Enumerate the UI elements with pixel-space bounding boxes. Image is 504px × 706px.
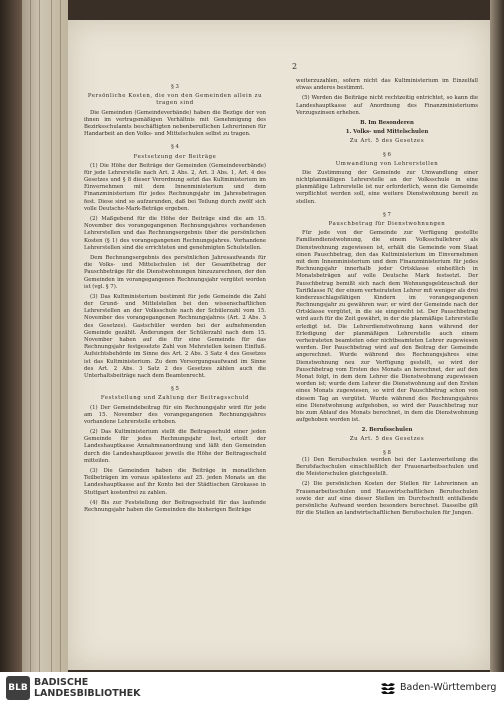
library-name[interactable]	[34, 677, 141, 699]
section-number: § 4	[171, 144, 179, 151]
library-name-line1: BADISCHE	[34, 677, 89, 688]
paragraph: weiterzuzahlen, sofern nicht das Kultministerium im Einzelfall etwas anderes bestimmt.	[296, 78, 478, 92]
state-name[interactable]: Baden-Württemberg	[400, 682, 497, 693]
part-heading: B. Im Besonderen	[360, 119, 414, 126]
section-number: § 7	[383, 211, 391, 218]
paragraph: Für jede von der Gemeinde zur Verfügung gestellte Familiendienstwohnung, die einem Volksschullehrer als Dienstwohnung zugewiesen ist, erhält die Gemeinde vom Staat einen Pauschbetrag, den das Kultministerium im Einvernehmen mit dem Innenministerium und dem Finanzministerium für jedes Rechnungsjahr innerhalb jeder Ortsklasse einheitlich in Monatsbeträgen auf volle Deutsche Mark festsetzt. Der Pauschbetrag bemißt sich nach dem Wohnungsgeldzuschuß der Tarifklasse IV, der einem verheirateten Lehrer mit weniger als drei kinderzuschlagsfähigen Kindern im vorangegangenen Rechnungsjahr zu gewähren war; er wird der Gemeinde nach der Ortsklasse vergütet, in die sie eingereiht ist. Der Pauschbetrag wird auch für die Zeit gewährt, in der die planmäßige Lehrerstelle erledigt ist. Die Lehrerdienstwohnung kann während der Erledigung der planmäßigen Lehrerstelle auch einem verheirateten beamteten oder nichtbeamteten Lehrer zugewiesen werden. Der Pauschbetrag wird auf den Beitrag der Gemeinde angerechnet. Wurde während des Rechnungsjahres eine Dienstwohnung neu zur Verfügung gestellt, so wird der Pauschbetrag vom Ersten des Monats an berechnet, der auf den Monat folgt, in dem dem Lehrer die Dienstwohnung zugewiesen worden ist; wurde dem Lehrer die Dienstwohnung auf den Ersten eines Monats zugewiesen, so wird der Pauschbetrag schon von diesem Tag an vergütet. Wurde während des Rechnungsjahres eine Dienstwohnung aufgehoben, so wird der Pauschbetrag nur bis zum Ablauf des Monats berechnet, in dem die Dienstwohnung aufgehoben worden ist.	[296, 230, 478, 424]
paragraph: (2) Die persönlichen Kosten der Stellen für Lehrerinnen an Frauenarbeitsschulen und Hauswirtschaftlichen Berufsschulen sowie der auf eine dieser Stellen im Durchschnitt entfallende persönliche Aufwand werden besonders berechnet. Dasselbe gilt für die Stellen an landwirtschaftlichen Berufsschulen für Jungen.	[296, 481, 478, 517]
document-page	[68, 20, 490, 670]
baden-wuerttemberg-lions-icon[interactable]	[380, 681, 396, 695]
section-heading: Pauschbetrag für Dienstwohnungen	[328, 221, 446, 227]
page-number: 2	[292, 62, 298, 71]
section-heading: Persönliche Kosten, die von den Gemeinden allein zu tragen sind	[87, 93, 263, 107]
paragraph: Die Zustimmung der Gemeinde zur Umwandlung einer nichtplanmäßigen Lehrerstelle an der Volksschule in eine planmäßige Lehrerstelle ist nur erforderlich, wenn die Gemeinde verpflichtet werden soll, eine weitere Dienstwohnung bereit zu stellen.	[296, 169, 478, 205]
library-footer	[0, 672, 504, 706]
blb-logo[interactable]: BLB	[6, 676, 30, 700]
page-stack-edge	[22, 0, 68, 672]
paragraph: (5) Werden die Beiträge nicht rechtzeitig entrichtet, so kann die Landeshauptkasse auf Anordnung des Finanzministeriums Verzugszinsen erheben.	[296, 95, 478, 116]
paragraph: (1) Den Berufsschulen werden bei der Lastenverteilung die Berufsfachschulen einschließlich der Frauenarbeitsschulen und die Meisterschulen gleichgestellt.	[296, 456, 478, 478]
section-number: § 6	[383, 151, 391, 158]
paragraph: (3) Die Gemeinden haben die Beiträge in monatlichen Teilbeträgen im voraus spätestens auf 25. jeden Monats an die Landeshauptkasse auf ihr Konto bei der Städtischen Girokasse in Stuttgart kostenfrei zu zahlen.	[84, 468, 266, 496]
paragraph: (3) Das Kultministerium bestimmt für jede Gemeinde die Zahl der Grund- und Mittelstellen bei den wissenschaftlichen Lehrerstellen an der Volksschule nach der Schülerzahl vom 15. November des vorangegangenen Rechnungsjahres (Art. 2 Abs. 3 des Gesetzes). Gastschüler werden bei der aufnehmenden Gemeinde gezählt. Änderungen der Schülerzahl nach dem 15. November haben auf die für eine Gemeinde für das Rechnungsjahr festgesetzte Zahl von Mehrstellen keinen Einfluß. Aufsichtsbehörde im Sinne des Art. 2 Abs. 3 Satz 4 des Gesetzes ist das Kultministerium. Zu dem Versorgungsaufwand im Sinne des Art. 2 Abs. 3 Satz 2 des Gesetzes zählen auch die Unterhaltsbeiträge nach dem Beamtenrecht.	[84, 293, 266, 379]
binding-shadow	[0, 0, 22, 672]
paragraph: (1) Der Gemeindebeitrag für ein Rechnungsjahr wird für jede am 15. November des vorangegangenen Rechnungsjahres vorhandene Lehrerstelle erhoben.	[84, 404, 266, 425]
part-heading: 1. Volks- und Mittelschulen	[345, 129, 429, 136]
section-number: § 5	[171, 386, 179, 393]
section-heading: Festsetzung der Beiträge	[133, 153, 217, 160]
section-number: § 8	[383, 449, 391, 456]
section-heading: Zu Art. 5 des Gesetzes	[349, 138, 425, 145]
section-heading: Feststellung und Zahlung der Beitragsschuld	[100, 395, 250, 402]
page-right-edge	[490, 0, 504, 672]
paragraph: (4) Bis zur Feststellung der Beitragsschuld für das laufende Rechnungsjahr haben die Gemeinden die bisherigen Beiträge	[84, 499, 266, 513]
right-text-column	[296, 78, 478, 520]
left-text-column	[84, 78, 266, 517]
paragraph: (1) Die Höhe der Beiträge der Gemeinden (Gemeindeverbände) für jede Lehrerstelle nach Art. 2 Abs. 2, Art. 3 Abs. 1, Art. 4 des Gesetzes und § 8 dieser Verordnung setzt das Kultministerium im Einvernehmen mit dem Innenministerium und dem Finanzministerium für jedes Rechnungsjahr im Jahresbetragen fest. Diese sind so aufzurunden, daß bei Teilung durch zwölf sich volle Deutsche-Mark-Beträge ergeben.	[84, 162, 266, 212]
section-heading: Zu Art. 5 des Gesetzes	[349, 436, 425, 443]
section-heading: Umwandlung von Lehrerstellen	[335, 160, 439, 167]
part-heading: 2. Berufsschulen	[361, 427, 413, 434]
paragraph: (2) Das Kultministerium stellt die Beitragsschuld einer jeden Gemeinde für jedes Rechnungsjahr fest, erteilt der Landeshauptkasse Annahmeanordnung und läßt den Gemeinden durch die Landeshauptkasse jeweils die Höhe der Beitragsschuld mitteilen.	[84, 429, 266, 464]
paragraph: Die Gemeinden (Gemeindeverbände) haben die Bezüge der von ihnen im vertragsmäßigen Verhältnis mit Genehmigung des Bezirksschulamts beschäftigten nebenberuflichen Lehrerinnen für Handarbeit an den Volks- und Mittelschulen selbst zu tragen.	[84, 109, 266, 138]
library-name-line2: LANDESBIBLIOTHEK	[34, 688, 141, 699]
paragraph: Dem Rechnungsergebnis des persönlichen Jahresaufwands für die Volks- und Mittelschulen ist der Gesamtbetrag der Pauschbeträge für die Dienstwohnungen hinzuzurechnen, der den Gemeinden im vorangegangenen Rechnungsjahr vergütet worden ist (vgl. § 7).	[84, 254, 266, 290]
section-number: § 3	[171, 84, 179, 90]
paragraph: (2) Maßgebend für die Höhe der Beiträge sind die am 15. November des vorangegangenen Rechnungsjahres vorhandenen Lehrerstellen und das Rechnungsergebnis über die persönlichen Kosten (§ 1) des vorangegangenen Rechnungsjahres. Vorhandene Lehrerstellen sind die errichteten und genehmigten Schulstellen.	[84, 216, 266, 251]
